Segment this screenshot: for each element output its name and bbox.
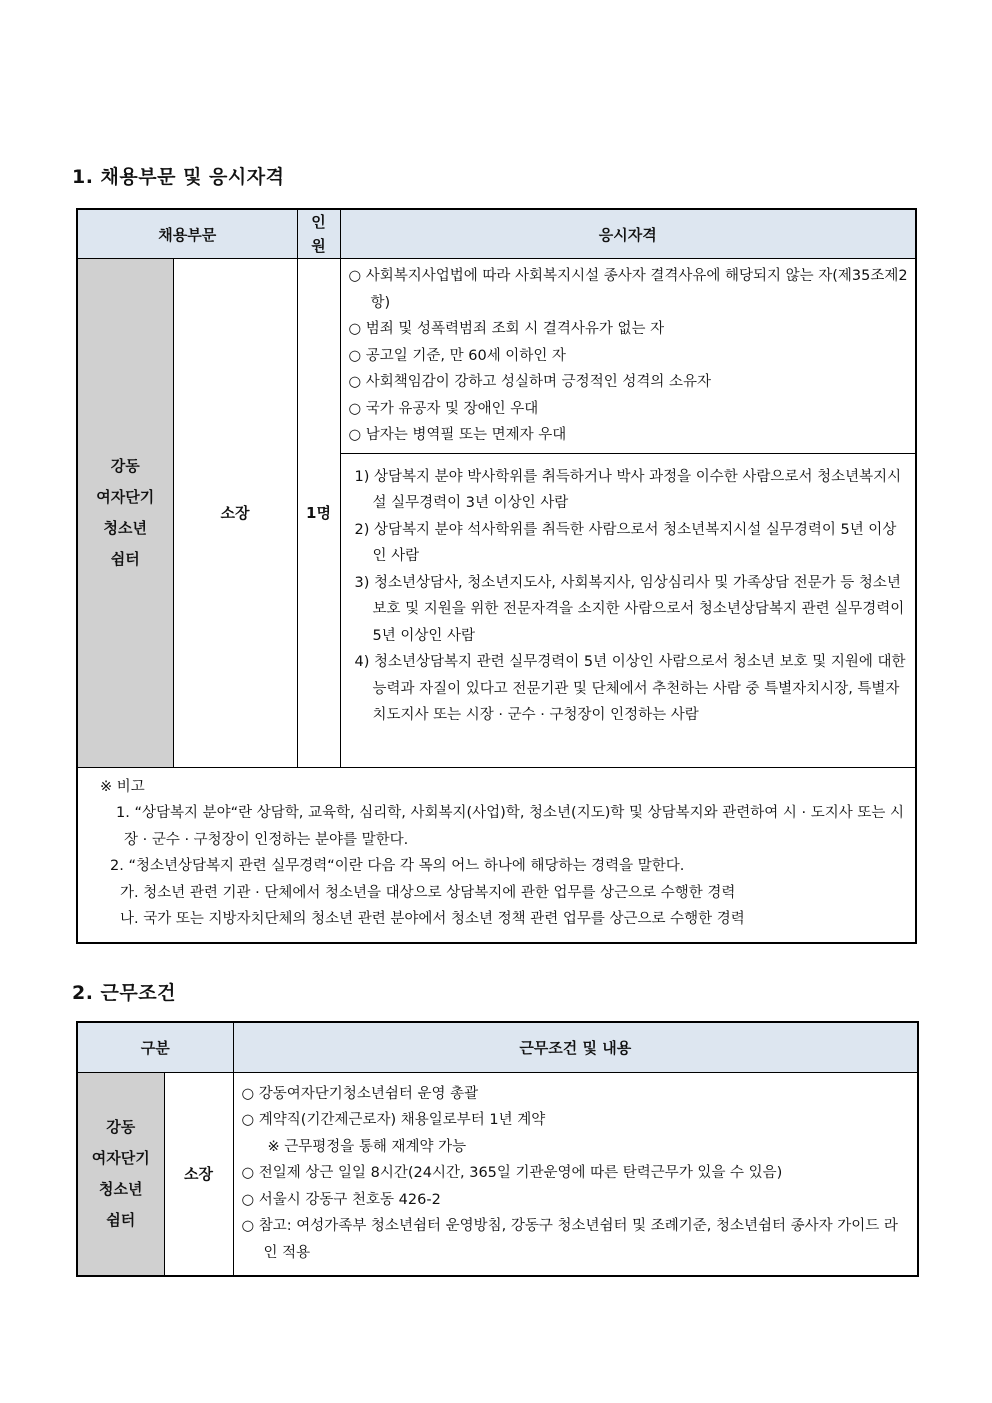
header-qual: 응시자격 (340, 209, 916, 259)
list-item: ○ 사회책임감이 강하고 성실하며 긍정적인 성격의 소유자 (348, 374, 711, 390)
list-item: ※ 근무평정을 통해 재계약 가능 (267, 1138, 467, 1155)
headcount-cell: 1명 (297, 259, 340, 768)
specific-quals-list (341, 454, 916, 733)
remarks-item-2b: 나. 국가 또는 지방자치단체의 청소년 관련 분야에서 청소년 정책 관련 업무를 상근으로 수행한 경력 (120, 911, 745, 927)
list-item: 2) 상담복지 분야 석사학위를 취득한 사람으로서 청소년복지시설 실무경력이 5년 이상인 사람 (354, 521, 897, 564)
list-item: ○ 강동여자단기청소년쉼터 운영 총괄 (241, 1085, 479, 1102)
list-item: ○ 공고일 기준, 만 60세 이하인 자 (348, 347, 566, 364)
org-cell (77, 1072, 164, 1276)
header-count (297, 209, 340, 259)
org-line: 여자단기 (96, 487, 155, 506)
conditions-table (76, 1021, 919, 1277)
list-item: 3) 청소년상담사, 청소년지도사, 사회복지사, 임상심리사 및 가족상담 전문가 등 청소년보호 및 지원을 위한 전문자격을 소지한 사람으로서 청소년상담복지 관련 실무경력이 5년 이상인 사람 (354, 574, 905, 644)
list-item: ○ 남자는 병역필 또는 면제자 우대 (348, 427, 567, 443)
list-item: 1) 상담복지 분야 박사학위를 취득하거나 박사 과정을 이수한 사람으로서 청소년복지시설 실무경력이 3년 이상인 사람 (354, 468, 902, 511)
remarks-cell (77, 767, 916, 943)
org-line: 쉼터 (106, 1210, 136, 1229)
specific-quals-cell (340, 453, 916, 767)
org-cell (77, 259, 173, 768)
conditions-list (234, 1073, 918, 1271)
section-2-heading: 2. 근무조건 (72, 982, 176, 1004)
list-item: ○ 범죄 및 성폭력범죄 조회 시 결격사유가 없는 자 (348, 321, 665, 337)
remarks-item-2a: 가. 청소년 관련 기관 · 단체에서 청소년을 대상으로 상담복지에 관한 업무를 상근으로 수행한 경력 (120, 884, 736, 901)
conditions-cell (233, 1072, 918, 1276)
general-quals-list (341, 259, 916, 453)
org-line: 청소년 (99, 1179, 143, 1198)
list-item: ○ 전일제 상근 일일 8시간(24시간, 365일 기관운영에 따른 탄력근무가 있을 수 있음) (241, 1165, 783, 1181)
general-quals-cell (340, 259, 916, 454)
header-conditions: 근무조건 및 내용 (233, 1022, 918, 1072)
list-item: ○ 서울시 강동구 천호동 426-2 (241, 1191, 441, 1208)
org-line: 청소년 (103, 518, 147, 537)
org-line: 여자단기 (91, 1148, 150, 1167)
header-dept: 채용부문 (77, 209, 297, 259)
remarks-item-2: 2. “청소년상담복지 관련 실무경력“이란 다음 각 목의 어느 하나에 해당하는 경력을 말한다. (110, 858, 685, 874)
remarks-item-1: 1. “상담복지 분야“란 상담학, 교육학, 심리학, 사회복지(사업)학, 청소년(지도)학 및 상담복지와 관련하여 시 · 도지사 또는 시장 · 군수 · 구청장이 인정하는 분야를 말한다. (116, 805, 904, 848)
list-item: ○ 국가 유공자 및 장애인 우대 (348, 400, 539, 417)
org-line: 강동 (106, 1117, 136, 1136)
list-item: ○ 사회복지사업법에 따라 사회복지시설 종사자 결격사유에 해당되지 않는 자(제35조제2항) (348, 268, 908, 311)
org-line: 강동 (110, 456, 140, 475)
remarks (78, 768, 915, 939)
recruitment-table (76, 208, 917, 944)
list-item: ○ 참고: 여성가족부 청소년쉼터 운영방침, 강동구 청소년쉼터 및 조례기준, 청소년쉼터 종사자 가이드 라인 적용 (241, 1218, 898, 1261)
header-count-label: 인원 (311, 213, 326, 255)
position-cell: 소장 (173, 259, 297, 768)
header-category: 구분 (77, 1022, 233, 1072)
remarks-title: ※ 비고 (100, 778, 145, 795)
position-cell: 소장 (164, 1072, 233, 1276)
section-1-heading: 1. 채용부문 및 응시자격 (72, 166, 285, 188)
list-item: ○ 계약직(기간제근로자) 채용일로부터 1년 계약 (241, 1112, 546, 1128)
org-line: 쉼터 (110, 549, 140, 568)
list-item: 4) 청소년상담복지 관련 실무경력이 5년 이상인 사람으로서 청소년 보호 및 지원에 대한 능력과 자질이 있다고 전문기관 및 단체에서 추천하는 사람 중 특별자치시장, 특별자치도지사 또는 시장 · 군수 · 구청장이 인정하는 사람 (354, 654, 906, 723)
